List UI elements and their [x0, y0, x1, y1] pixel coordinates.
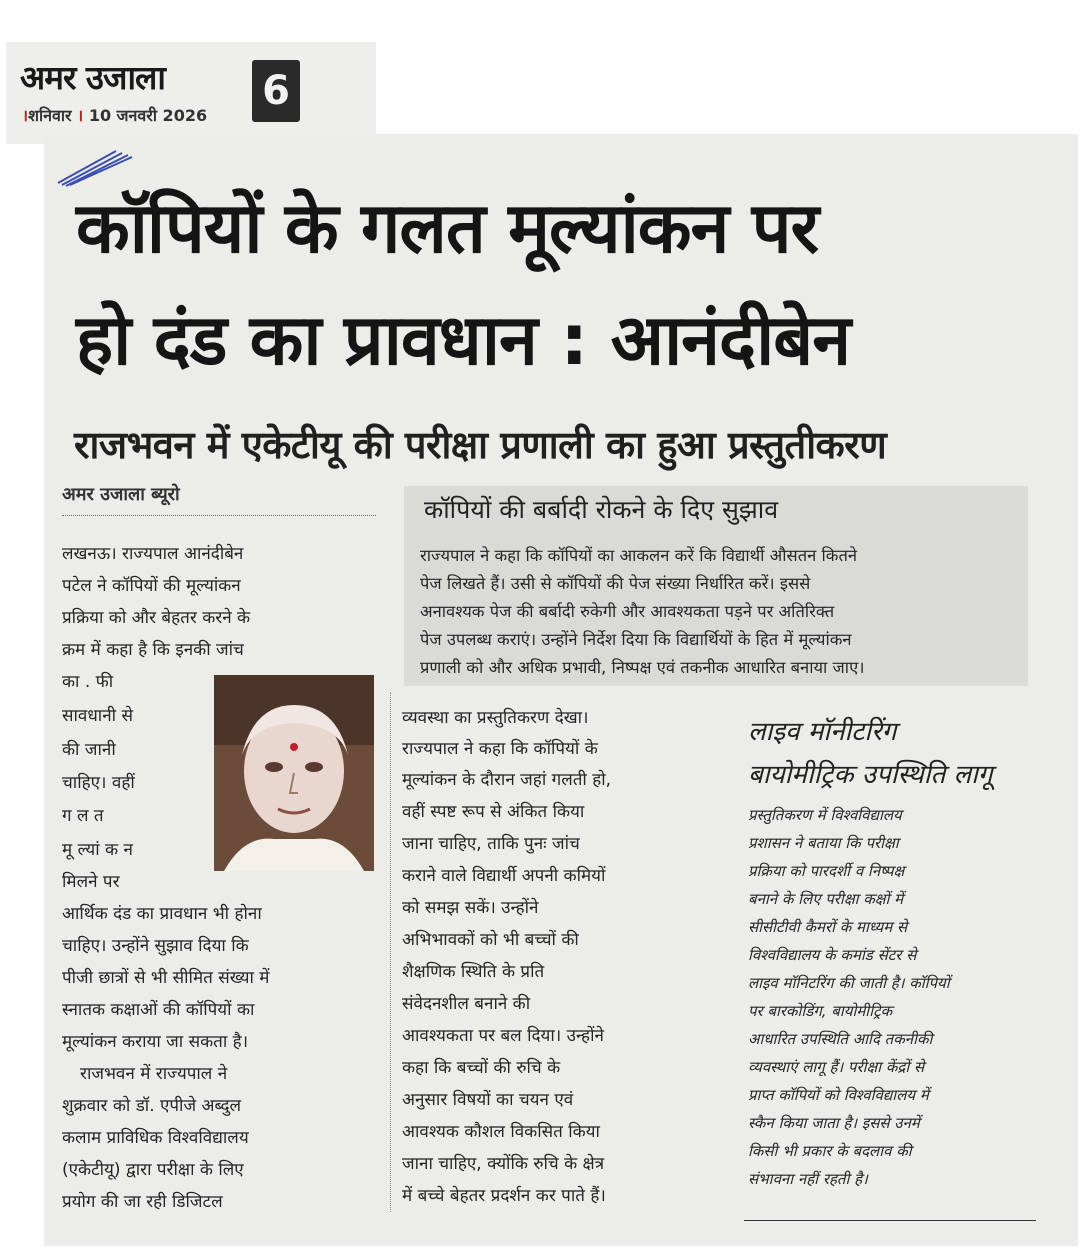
live-monitoring-subtitle: बायोमीट्रिक उपस्थिति लागू	[748, 760, 993, 790]
suggestion-box-line: पेज उपलब्ध कराएं। उन्होंने निर्देश दिया कि विद्यार्थियों के हित में मूल्यांकन	[420, 630, 852, 649]
column3-line: प्राप्त कॉपियों को विश्वविद्यालय में	[748, 1086, 929, 1104]
column3-line: संभावना नहीं रहती है।	[748, 1170, 868, 1188]
page-number-badge: 6	[252, 60, 300, 122]
column1-line: मूल्यांकन कराया जा सकता है।	[62, 1032, 249, 1052]
edition-date-text: 10 जनवरी 2026	[88, 106, 208, 125]
column1-line: मिलने पर	[62, 872, 120, 892]
column1-line: ग ल त	[62, 806, 104, 826]
column1-line: पटेल ने कॉपियों की मूल्यांकन	[62, 576, 241, 596]
column1-line: आर्थिक दंड का प्रावधान भी होना	[62, 904, 262, 924]
column1-line: कलाम प्राविधिक विश्वविद्यालय	[62, 1128, 249, 1148]
column3-line: स्कैन किया जाता है। इससे उनमें	[748, 1114, 920, 1132]
headline-line-1: कॉपियों के गलत मूल्यांकन पर	[76, 187, 819, 269]
column2-line: वहीं स्पष्ट रूप से अंकित किया	[402, 802, 585, 822]
column3-line: प्रशासन ने बताया कि परीक्षा	[748, 834, 899, 852]
column3-line: प्रक्रिया को पारदर्शी व निष्पक्ष	[748, 862, 905, 880]
column3-line: सीसीटीवी कैमरों के माध्यम से	[748, 918, 908, 936]
column2-line: व्यवस्था का प्रस्तुतिकरण देखा।	[402, 708, 589, 728]
headline-line-2: हो दंड का प्रावधान : आनंदीबेन	[76, 299, 851, 381]
column3-line: विश्वविद्यालय के कमांड सेंटर से	[748, 946, 917, 964]
column3-bottom-rule	[744, 1220, 1036, 1221]
column-divider	[390, 692, 391, 1212]
column3-line: व्यवस्थाएं लागू हैं। परीक्षा केंद्रों से	[748, 1058, 925, 1076]
column1-line: सावधानी से	[62, 706, 133, 726]
portrait-image-icon	[214, 675, 374, 871]
column1-line: पीजी छात्रों से भी सीमित संख्या में	[62, 968, 270, 988]
column2-line: आवश्यकता पर बल दिया। उन्होंने	[402, 1026, 604, 1046]
column2-line: अभिभावकों को भी बच्चों की	[402, 930, 579, 950]
suggestion-box-line: प्रणाली को और अधिक प्रभावी, निष्पक्ष एवं तकनीक आधारित बनाया जाए।	[420, 658, 865, 677]
suggestion-box-line: पेज लिखते हैं। उसी से कॉपियों की पेज संख्या निर्धारित करें। इससे	[420, 574, 811, 593]
live-monitoring-title: लाइव मॉनीटरिंग	[748, 717, 897, 747]
column1-line: राजभवन में राज्यपाल ने	[80, 1064, 228, 1084]
column2-line: कहा कि बच्चों की रुचि के	[402, 1058, 561, 1078]
column1-line: का . फी	[62, 672, 114, 692]
governor-photo	[214, 675, 374, 871]
byline: अमर उजाला ब्यूरो	[62, 484, 180, 505]
column2-line: जाना चाहिए, ताकि पुनः जांच	[402, 834, 580, 854]
edition-day: शनिवार	[28, 106, 72, 125]
column1-line: प्रक्रिया को और बेहतर करने के	[62, 608, 251, 628]
column1-line: शुक्रवार को डॉ. एपीजे अब्दुल	[62, 1096, 241, 1116]
column3-line: लाइव मॉनिटरिंग की जाती है। कॉपियों	[748, 974, 950, 992]
column2-line: मूल्यांकन के दौरान जहां गलती हो,	[402, 770, 612, 790]
newspaper-name: अमर उजाला	[20, 58, 165, 97]
column1-line: चाहिए। उन्होंने सुझाव दिया कि	[62, 936, 249, 956]
column1-line: क्रम में कहा है कि इनकी जांच	[62, 640, 244, 660]
column1-line: स्नातक कक्षाओं की कॉपियों का	[62, 1000, 255, 1020]
column2-line: कराने वाले विद्यार्थी अपनी कमियों	[402, 866, 606, 886]
column3-line: आधारित उपस्थिति आदि तकनीकी	[748, 1030, 933, 1048]
column2-line: में बच्चे बेहतर प्रदर्शन कर पाते हैं।	[402, 1186, 606, 1206]
column1-line: (एकेटीयू) द्वारा परीक्षा के लिए	[62, 1160, 244, 1180]
suggestion-box-line: अनावश्यक पेज की बर्बादी रुकेगी और आवश्यकता पड़ने पर अतिरिक्त	[420, 602, 835, 621]
edition-date: ।शनिवार । 10 जनवरी 2026	[22, 106, 208, 125]
column3-line: बनाने के लिए परीक्षा कक्षों में	[748, 890, 904, 908]
column3-line: प्रस्तुतिकरण में विश्वविद्यालय	[748, 806, 902, 824]
suggestion-box-title: कॉपियों की बर्बादी रोकने के दिए सुझाव	[424, 495, 779, 524]
column3-line: पर बारकोडिंग, बायोमीट्रिक	[748, 1002, 893, 1020]
column1-line: की जानी	[62, 740, 116, 760]
column2-line: शैक्षणिक स्थिति के प्रति	[402, 962, 545, 982]
column2-line: को समझ सकें। उन्होंने	[402, 898, 539, 918]
column2-line: राज्यपाल ने कहा कि कॉपियों के	[402, 739, 598, 759]
column2-line: जाना चाहिए, क्योंकि रुचि के क्षेत्र	[402, 1154, 605, 1174]
column2-line: अनुसार विषयों का चयन एवं	[402, 1090, 574, 1110]
column1-line: प्रयोग की जा रही डिजिटल	[62, 1192, 223, 1212]
subheadline: राजभवन में एकेटीयू की परीक्षा प्रणाली का हुआ प्रस्तुतीकरण	[74, 423, 887, 467]
column1-line: लखनऊ। राज्यपाल आनंदीबेन	[62, 544, 244, 564]
column2-line: संवेदनशील बनाने की	[402, 994, 531, 1014]
column3-line: किसी भी प्रकार के बदलाव की	[748, 1142, 912, 1160]
suggestion-box-line: राज्यपाल ने कहा कि कॉपियों का आकलन करें कि विद्यार्थी औसतन कितने	[420, 546, 858, 565]
pen-mark-icon	[56, 143, 136, 187]
byline-divider	[62, 515, 376, 516]
column1-line: मू ल्यां क न	[62, 840, 133, 860]
column2-line: आवश्यक कौशल विकसित किया	[402, 1122, 600, 1142]
column1-line: चाहिए। वहीं	[62, 773, 135, 793]
